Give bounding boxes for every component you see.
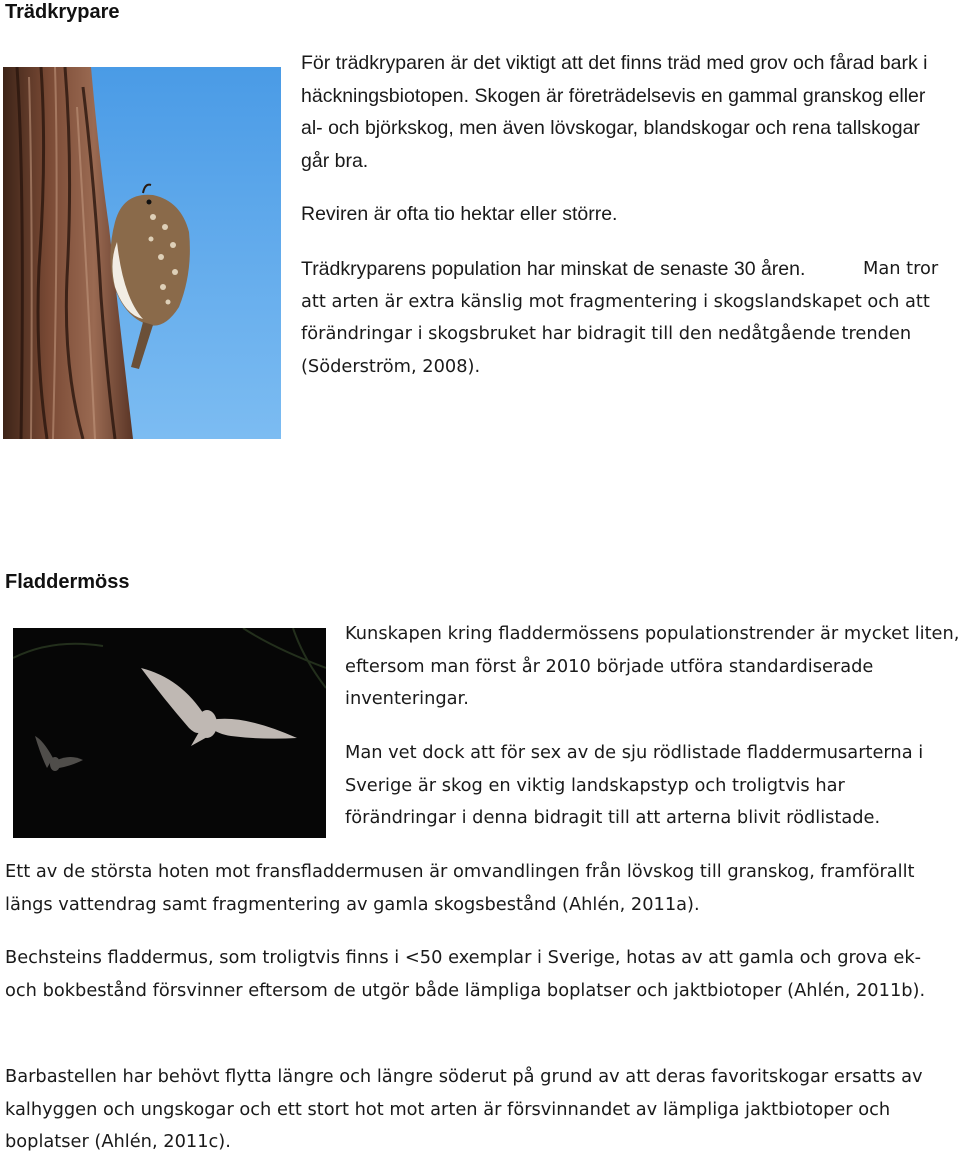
paragraph-population: Trädkryparens population har minskat de senaste 30 åren. bbox=[301, 258, 806, 280]
bat-photo bbox=[13, 628, 326, 838]
section-heading-tradkrypare: Trädkrypare bbox=[5, 1, 120, 23]
paragraph-knowledge: Kunskapen kring fladdermössens populationstrender är mycket liten, eftersom man först år 2010 började utföra standardiserade inventeringar. bbox=[345, 623, 960, 710]
paragraph-bechstein: Bechsteins fladdermus, som troligtvis finns i <50 exemplar i Sverige, hotas av att gamla och grova ek- och bokbestånd försvinner eftersom de utgör både lämpliga boplatser och jaktbiotoper (Ahlén, 2011b). bbox=[5, 947, 926, 1001]
paragraph-territory: Reviren är ofta tio hektar eller större. bbox=[301, 203, 618, 225]
paragraph-redlisted: Man vet dock att för sex av de sju rödlistade fladdermusarterna i Sverige är skog en viktig landskapstyp och troligtvis har förändringar i denna bidragit till att arterna blivit rödlistade. bbox=[345, 742, 924, 829]
paragraph-habitat: För trädkryparen är det viktigt att det finns träd med grov och fårad bark i häckningsbiotopen. Skogen är företrädelsevis en gammal granskog eller al- och björkskog, men även lövskogar, blandskogar och rena tallskogar går bra. bbox=[301, 52, 928, 172]
section-heading-fladdermoss: Fladdermöss bbox=[5, 571, 130, 593]
paragraph-fransfladdermus: Ett av de största hoten mot fransfladdermusen är omvandlingen från lövskog till granskog, framförallt längs vattendrag samt fragmentering av gamla skogsbestånd (Ahlén, 2011a). bbox=[5, 861, 915, 915]
paragraph-fragmentation: Man tror att arten är extra känslig mot fragmentering i skogslandskapet och att förändringar i skogsbruket har bidragit till den nedåtgående trenden (Söderström, 2008). bbox=[301, 258, 939, 377]
treecreeper-photo bbox=[3, 67, 281, 439]
paragraph-barbastell: Barbastellen har behövt flytta längre och längre söderut på grund av att deras favoritskogar ersatts av kalhyggen och ungskogar och ett stort hot mot arten är försvinnandet av lämpliga jaktbiotoper och boplatser (Ahlén, 2011c). bbox=[5, 1066, 923, 1153]
